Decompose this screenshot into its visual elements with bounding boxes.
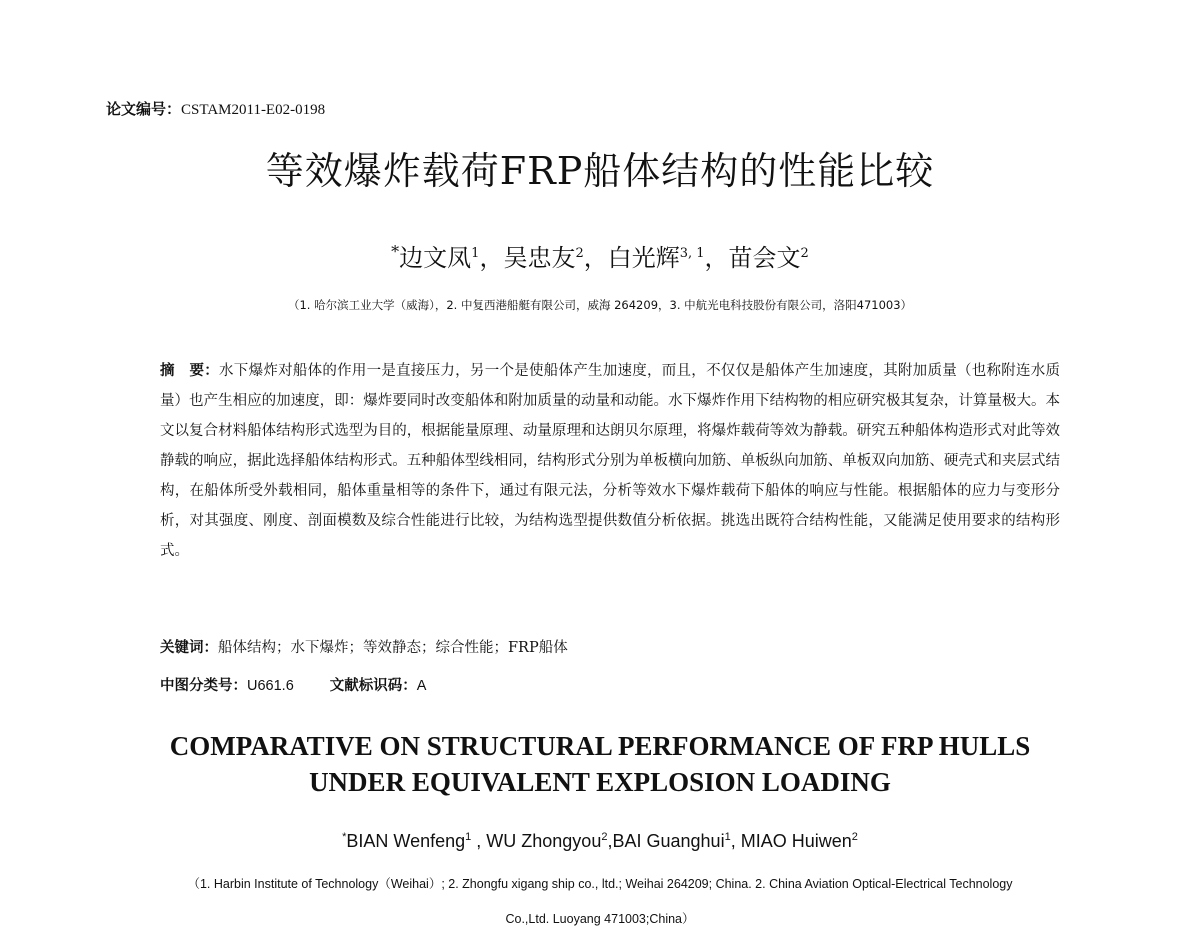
author-en-sup: 2 <box>601 831 608 843</box>
classification <box>160 674 426 695</box>
author-cn-sup: 1 <box>471 246 480 261</box>
author-en-sep: , <box>730 831 741 851</box>
paper-number-label: 论文编号： <box>106 100 182 118</box>
title-en-line1: COMPARATIVE ON STRUCTURAL PERFORMANCE OF FRP HULLS <box>169 731 1031 761</box>
title-en-line2: UNDER EQUIVALENT EXPLOSION LOADING <box>309 767 891 797</box>
author-en-name: BAI Guanghui <box>612 831 725 851</box>
author-cn-sup: 2 <box>800 246 809 261</box>
title-cn: 等效爆炸载荷FRP船体结构的性能比较 <box>265 149 935 193</box>
keywords-label: 关键词： <box>160 640 218 656</box>
author-cn-name: 白光辉 <box>607 244 680 272</box>
affiliations-cn: （1. 哈尔滨工业大学（威海），2. 中复西港船艇有限公司，威海 264209，3. 中航光电科技股份有限公司，洛阳471003） <box>287 298 913 312</box>
title-en <box>0 728 1200 800</box>
author-en-name: MIAO Huiwen <box>740 831 852 851</box>
author-en-sup: 2 <box>851 831 858 843</box>
authors-en <box>0 831 1200 852</box>
author-en-sup: 1 <box>724 831 731 843</box>
paper-number-value: CSTAM2011-E02-0198 <box>181 102 326 118</box>
doc-code-value: A <box>416 678 427 694</box>
author-en-sup: 1 <box>465 831 472 843</box>
author-cn-sep: ， <box>704 244 729 272</box>
author-cn-name: 吴忠友 <box>503 244 576 272</box>
author-en-sep: , <box>471 831 487 851</box>
affiliations-en-line1: （1. Harbin Institute of Technology（Weihai）; 2. Zhongfu xigang ship co., ltd.; Weihai 264209; China. 2. China Aviation Optical-Electrical Technology <box>187 877 1013 891</box>
author-cn-sup: 2 <box>575 246 584 261</box>
author-en-prefix: * <box>342 831 347 843</box>
author-cn-sup: 3, 1 <box>679 246 705 261</box>
keywords-value: 船体结构；水下爆炸；等效静态；综合性能；FRP船体 <box>218 640 568 656</box>
author-en-name: BIAN Wenfeng <box>346 831 466 851</box>
author-cn-sep: ， <box>479 244 504 272</box>
keywords <box>160 636 568 657</box>
abstract-label: 摘 要： <box>160 363 220 379</box>
author-cn-name: 苗会文 <box>728 244 801 272</box>
paper-number <box>106 98 325 119</box>
abstract-text: 水下爆炸对船体的作用一是直接压力，另一个是使船体产生加速度，而且，不仅仅是船体产生加速度，其附加质量（也称附连水质量）也产生相应的加速度，即：爆炸要同时改变船体和附加质量的动量和动能。水下爆炸作用下结构物的相应研究极其复杂，计算量极大。本文以复合材料船体结构形式选型为目的，根据能量原理、动量原理和达朗贝尔原理，将爆炸载荷等效为静载。研究五种船体构造形式对此等效静载的响应，据此选择船体结构形式。五种船体型线相同，结构形式分别为单板横向加筋、单板纵向加筋、单板双向加筋、硬壳式和夹层式结构，在船体所受外载相同，船体重量相等的条件下，通过有限元法，分析等效水下爆炸载荷下船体的响应与性能。根据船体的应力与变形分析，对其强度、刚度、剖面模数及综合性能进行比较，为结构选型提供数值分析依据。挑选出既符合结构性能，又能满足使用要求的结构形式。 <box>160 363 1061 559</box>
clc-label: 中图分类号： <box>160 678 247 694</box>
abstract <box>160 356 1060 566</box>
affiliations-en-line2: Co.,Ltd. Luoyang 471003;China） <box>505 912 695 926</box>
author-en-sep: , <box>607 831 613 851</box>
clc-value: U661.6 <box>247 678 294 694</box>
author-cn-prefix: * <box>391 242 400 261</box>
author-cn-sep: ， <box>583 244 608 272</box>
doc-code-label: 文献标识码： <box>329 678 417 694</box>
author-cn-name: 边文凤 <box>399 244 472 272</box>
authors-cn <box>0 238 1200 273</box>
author-en-name: WU Zhongyou <box>486 831 602 851</box>
